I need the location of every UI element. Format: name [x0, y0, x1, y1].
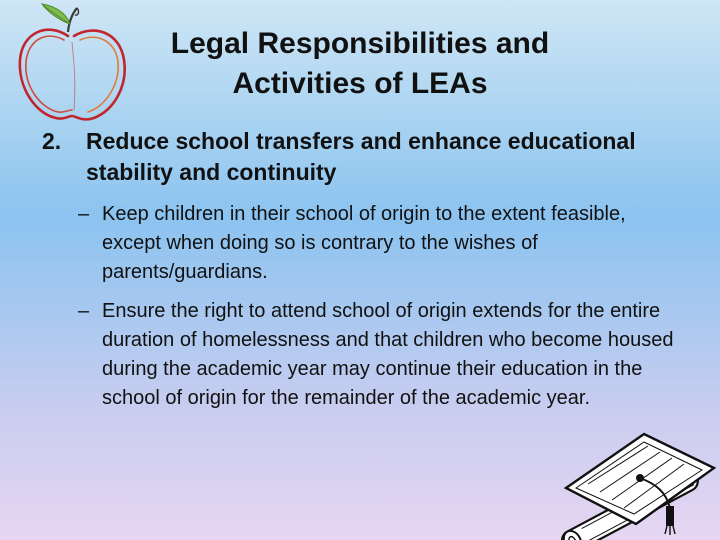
sub-point-item — [78, 200, 688, 287]
sub-point-marker: – — [78, 203, 90, 225]
slide-title — [140, 24, 580, 104]
sub-point-text: Ensure the right to attend school of origin extends for the entire duration of homelessness and that children who become housed during the academic year may continue their education in the school of origin for the remainder of the academic year. — [102, 300, 674, 409]
sub-point-item — [78, 297, 688, 413]
sub-point-text: Keep children in their school of origin to the extent feasible, except when doing so is contrary to the wishes of parents/guardians. — [102, 203, 626, 283]
graduation-cap-diploma-icon — [548, 428, 718, 540]
main-point — [42, 126, 682, 188]
sub-point-marker: – — [78, 300, 90, 322]
main-point-number: 2. — [42, 128, 62, 154]
sub-point-list — [78, 200, 688, 423]
title-line-2: Activities of LEAs — [232, 67, 488, 100]
title-line-1: Legal Responsibilities and — [170, 27, 550, 60]
main-point-text: Reduce school transfers and enhance educational stability and continuity — [86, 128, 636, 185]
apple-icon — [14, 2, 132, 124]
